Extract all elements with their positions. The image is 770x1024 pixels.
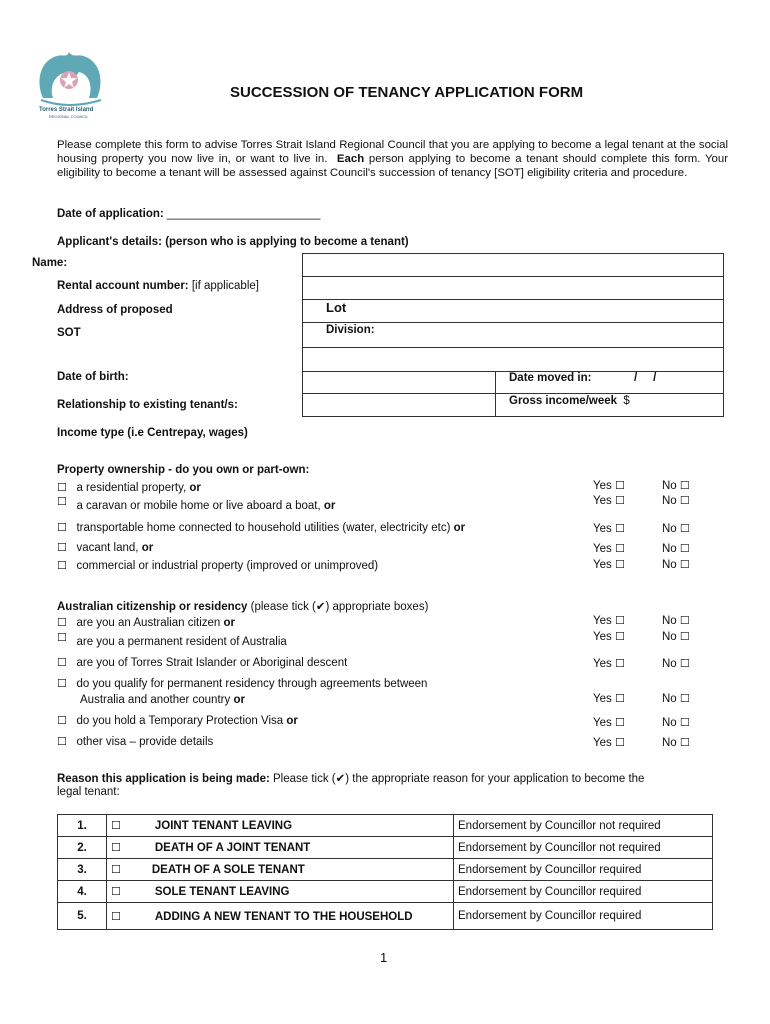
- division-label: Division:: [326, 324, 375, 336]
- lot-label: Lot: [326, 300, 347, 315]
- reason-option[interactable]: [107, 815, 454, 837]
- checkbox-icon[interactable]: ☐: [679, 614, 690, 627]
- checkbox-icon[interactable]: ☐: [57, 481, 67, 494]
- citizenship-item-suffix: or: [286, 715, 298, 727]
- no-option[interactable]: No ☐: [662, 522, 690, 535]
- citizenship-heading: [57, 599, 428, 613]
- table-row[interactable]: [58, 903, 713, 930]
- property-heading: Property ownership - do you own or part-own:: [57, 464, 310, 476]
- citizenship-item-text: do you qualify for permanent residency through agreements between: [76, 678, 428, 690]
- table-row[interactable]: [58, 837, 713, 859]
- checkbox-icon[interactable]: ☐: [57, 656, 67, 669]
- reason-number: 2.: [58, 837, 107, 859]
- checkbox-icon[interactable]: ☐: [614, 494, 625, 507]
- rental-account-label: Rental account number:: [57, 280, 189, 292]
- property-item-suffix: or: [189, 482, 201, 494]
- property-item-text: commercial or industrial property (improved or unimproved): [76, 560, 379, 572]
- gross-income-label: [509, 395, 630, 407]
- no-option[interactable]: No ☐: [662, 657, 690, 670]
- grid-line: [302, 322, 724, 323]
- checkbox-icon[interactable]: ☐: [614, 522, 625, 535]
- reason-endorsement: Endorsement by Councillor required: [454, 903, 713, 930]
- property-item-text: vacant land,: [76, 542, 139, 554]
- checkbox-icon[interactable]: ☐: [679, 736, 690, 749]
- citizenship-item[interactable]: [57, 714, 298, 727]
- yes-option[interactable]: Yes ☐: [593, 630, 625, 643]
- page-title: SUCCESSION OF TENANCY APPLICATION FORM: [230, 84, 584, 101]
- table-row[interactable]: [58, 859, 713, 881]
- citizenship-item[interactable]: [57, 677, 427, 690]
- checkbox-icon[interactable]: ☐: [111, 819, 121, 832]
- checkbox-icon[interactable]: ☐: [57, 631, 67, 644]
- property-item-suffix: or: [141, 542, 154, 554]
- date-moved-in-slashes[interactable]: / /: [634, 372, 657, 384]
- name-input[interactable]: [303, 254, 723, 276]
- no-option[interactable]: No ☐: [662, 614, 690, 627]
- checkbox-icon[interactable]: ☐: [679, 657, 690, 670]
- reason-number: 5.: [58, 903, 107, 930]
- citizenship-item-text: other visa – provide details: [76, 736, 214, 748]
- property-item-suffix: or: [323, 500, 336, 512]
- citizenship-item-text: are you an Australian citizen: [76, 617, 221, 629]
- checkbox-icon[interactable]: ☐: [57, 559, 67, 572]
- reason-endorsement: Endorsement by Councillor not required: [454, 837, 713, 859]
- checkbox-icon[interactable]: ☐: [57, 735, 67, 748]
- council-logo: [33, 50, 109, 120]
- property-item-suffix: or: [453, 522, 466, 534]
- date-moved-in-label: Date moved in:: [509, 372, 592, 384]
- applicant-heading: [57, 236, 409, 248]
- no-option[interactable]: No ☐: [662, 716, 690, 729]
- reason-heading: [57, 771, 644, 785]
- checkbox-icon[interactable]: ☐: [679, 630, 690, 643]
- address-extra-input[interactable]: [303, 348, 723, 370]
- reason-label: JOINT TENANT LEAVING: [154, 820, 293, 832]
- checkbox-icon[interactable]: ☐: [679, 692, 690, 705]
- citizenship-heading-label: Australian citizenship or residency: [57, 601, 248, 613]
- reason-heading-note: Please tick (✔) the appropriate reason for your application to become the: [273, 773, 645, 785]
- reason-table: [57, 814, 713, 930]
- checkbox-icon[interactable]: ☐: [679, 558, 690, 571]
- date-of-application[interactable]: [57, 208, 320, 220]
- checkbox-icon[interactable]: ☐: [57, 495, 67, 508]
- citizenship-item-suffix: or: [223, 617, 236, 629]
- yes-option[interactable]: Yes ☐: [593, 736, 625, 749]
- citizenship-item[interactable]: [57, 616, 235, 629]
- no-option[interactable]: No ☐: [662, 479, 690, 492]
- dob-label: Date of birth:: [57, 371, 129, 383]
- citizenship-item-suffix: or: [233, 694, 245, 706]
- checkbox-icon[interactable]: ☐: [679, 494, 690, 507]
- rental-account-label-row: [57, 280, 259, 292]
- checkbox-icon[interactable]: ☐: [111, 863, 121, 876]
- reason-label: DEATH OF A JOINT TENANT: [154, 842, 311, 854]
- reason-option[interactable]: [107, 881, 454, 903]
- citizenship-item[interactable]: [57, 656, 347, 669]
- property-item-text: transportable home connected to household utilities (water, electricity etc): [76, 522, 451, 534]
- checkbox-icon[interactable]: ☐: [614, 542, 625, 555]
- date-of-application-line[interactable]: ________________________: [166, 208, 321, 220]
- yes-option[interactable]: Yes ☐: [593, 479, 625, 492]
- checkbox-icon[interactable]: ☐: [679, 716, 690, 729]
- income-type-label: Income type (i.e Centrepay, wages): [57, 427, 248, 439]
- date-of-application-label: Date of application:: [57, 208, 164, 220]
- yes-option[interactable]: Yes ☐: [593, 692, 625, 705]
- table-row[interactable]: [58, 881, 713, 903]
- checkbox-icon[interactable]: ☐: [614, 630, 625, 643]
- property-item-text: a caravan or mobile home or live aboard a boat,: [76, 500, 321, 512]
- rental-account-note: [if applicable]: [191, 280, 259, 292]
- rental-account-input[interactable]: [303, 277, 723, 298]
- no-option[interactable]: No ☐: [662, 630, 690, 643]
- reason-label: SOLE TENANT LEAVING: [154, 886, 290, 898]
- reason-endorsement: Endorsement by Councillor required: [454, 859, 713, 881]
- checkbox-icon[interactable]: ☐: [679, 479, 690, 492]
- council-emblem-icon: [33, 50, 109, 108]
- citizenship-item-text: do you hold a Temporary Protection Visa: [76, 715, 284, 727]
- checkbox-icon[interactable]: ☐: [57, 714, 67, 727]
- checkbox-icon[interactable]: ☐: [111, 909, 121, 923]
- reason-heading-note-2: legal tenant:: [57, 786, 120, 798]
- citizenship-item[interactable]: [57, 631, 287, 648]
- table-row[interactable]: [58, 815, 713, 837]
- reason-label: ADDING A NEW TENANT TO THE HOUSEHOLD: [154, 910, 413, 923]
- checkbox-icon[interactable]: ☐: [614, 692, 625, 705]
- reason-number: 4.: [58, 881, 107, 903]
- intro-text-1: Please complete this form to advise Torres Strait Island Regional Council that you are applying to become a legal tenant at the social housing property you now live in, or want to live in.: [57, 139, 728, 166]
- yes-option[interactable]: Yes ☐: [593, 494, 625, 507]
- checkbox-icon[interactable]: ☐: [679, 522, 690, 535]
- address-label: Address of proposed: [57, 304, 173, 316]
- reason-heading-label: Reason this application is being made:: [57, 773, 270, 785]
- no-option[interactable]: No ☐: [662, 558, 690, 571]
- applicant-heading-label: Applicant's details:: [57, 236, 162, 248]
- checkbox-icon[interactable]: ☐: [614, 736, 625, 749]
- property-item[interactable]: [57, 541, 153, 554]
- citizenship-heading-note: (please tick (✔) appropriate boxes): [250, 601, 429, 613]
- checkbox-icon[interactable]: ☐: [111, 841, 121, 854]
- reason-option[interactable]: [107, 903, 454, 930]
- citizenship-item-text: are you of Torres Strait Islander or Aboriginal descent: [76, 657, 348, 669]
- citizenship-item-text: are you a permanent resident of Australia: [76, 636, 287, 648]
- reason-number: 1.: [58, 815, 107, 837]
- checkbox-icon[interactable]: ☐: [614, 614, 625, 627]
- relationship-input[interactable]: [303, 394, 494, 416]
- checkbox-icon[interactable]: ☐: [57, 521, 67, 534]
- intro-bold: Each: [336, 153, 365, 166]
- checkbox-icon[interactable]: ☐: [57, 677, 67, 690]
- yes-option[interactable]: Yes ☐: [593, 614, 625, 627]
- gross-income-currency[interactable]: $: [623, 395, 630, 407]
- checkbox-icon[interactable]: ☐: [614, 479, 625, 492]
- yes-option[interactable]: Yes ☐: [593, 657, 625, 670]
- gross-income-text: Gross income/week: [509, 395, 618, 407]
- reason-endorsement: Endorsement by Councillor required: [454, 881, 713, 903]
- reason-endorsement: Endorsement by Councillor not required: [454, 815, 713, 837]
- property-item-text: a residential property,: [76, 482, 187, 494]
- no-option[interactable]: No ☐: [662, 736, 690, 749]
- reason-option[interactable]: [107, 859, 454, 881]
- checkbox-icon[interactable]: ☐: [614, 657, 625, 670]
- logo-subtext: REGIONAL COUNCIL: [49, 114, 89, 119]
- no-option[interactable]: No ☐: [662, 692, 690, 705]
- checkbox-icon[interactable]: ☐: [57, 616, 67, 629]
- reason-option[interactable]: [107, 837, 454, 859]
- yes-option[interactable]: Yes ☐: [593, 558, 625, 571]
- checkbox-icon[interactable]: ☐: [57, 541, 67, 554]
- citizenship-item[interactable]: [57, 735, 213, 748]
- intro-text-2: person applying to become a tenant should complete this form. Your eligibility to become a tenant will be assessed against Council's succession of tenancy [SOT] eligibility criteria and procedure.: [57, 153, 728, 180]
- citizenship-item-continued: [80, 694, 245, 706]
- property-item[interactable]: [57, 495, 336, 512]
- reason-number: 3.: [58, 859, 107, 881]
- yes-option[interactable]: Yes ☐: [593, 522, 625, 535]
- intro-paragraph: [57, 138, 728, 181]
- citizenship-item-text: Australia and another country: [80, 694, 231, 706]
- address-label-sot: SOT: [57, 327, 81, 339]
- no-option[interactable]: No ☐: [662, 494, 690, 507]
- yes-option[interactable]: Yes ☐: [593, 542, 625, 555]
- checkbox-icon[interactable]: ☐: [614, 558, 625, 571]
- checkbox-icon[interactable]: ☐: [614, 716, 625, 729]
- yes-option[interactable]: Yes ☐: [593, 716, 625, 729]
- grid-line: [302, 299, 724, 300]
- page-number: 1: [380, 950, 388, 965]
- grid-line: [495, 371, 496, 417]
- property-item[interactable]: [57, 481, 201, 494]
- property-item[interactable]: [57, 559, 378, 572]
- dob-input[interactable]: [303, 372, 494, 392]
- applicant-heading-note: (person who is applying to become a tenant): [165, 236, 409, 248]
- reason-label: DEATH OF A SOLE TENANT: [151, 864, 305, 876]
- no-option[interactable]: No ☐: [662, 542, 690, 555]
- relationship-label: Relationship to existing tenant/s:: [57, 399, 238, 411]
- property-item[interactable]: [57, 521, 465, 534]
- checkbox-icon[interactable]: ☐: [679, 542, 690, 555]
- name-label: Name:: [32, 257, 68, 269]
- logo-text: Torres Strait Island: [39, 107, 94, 113]
- checkbox-icon[interactable]: ☐: [111, 885, 121, 898]
